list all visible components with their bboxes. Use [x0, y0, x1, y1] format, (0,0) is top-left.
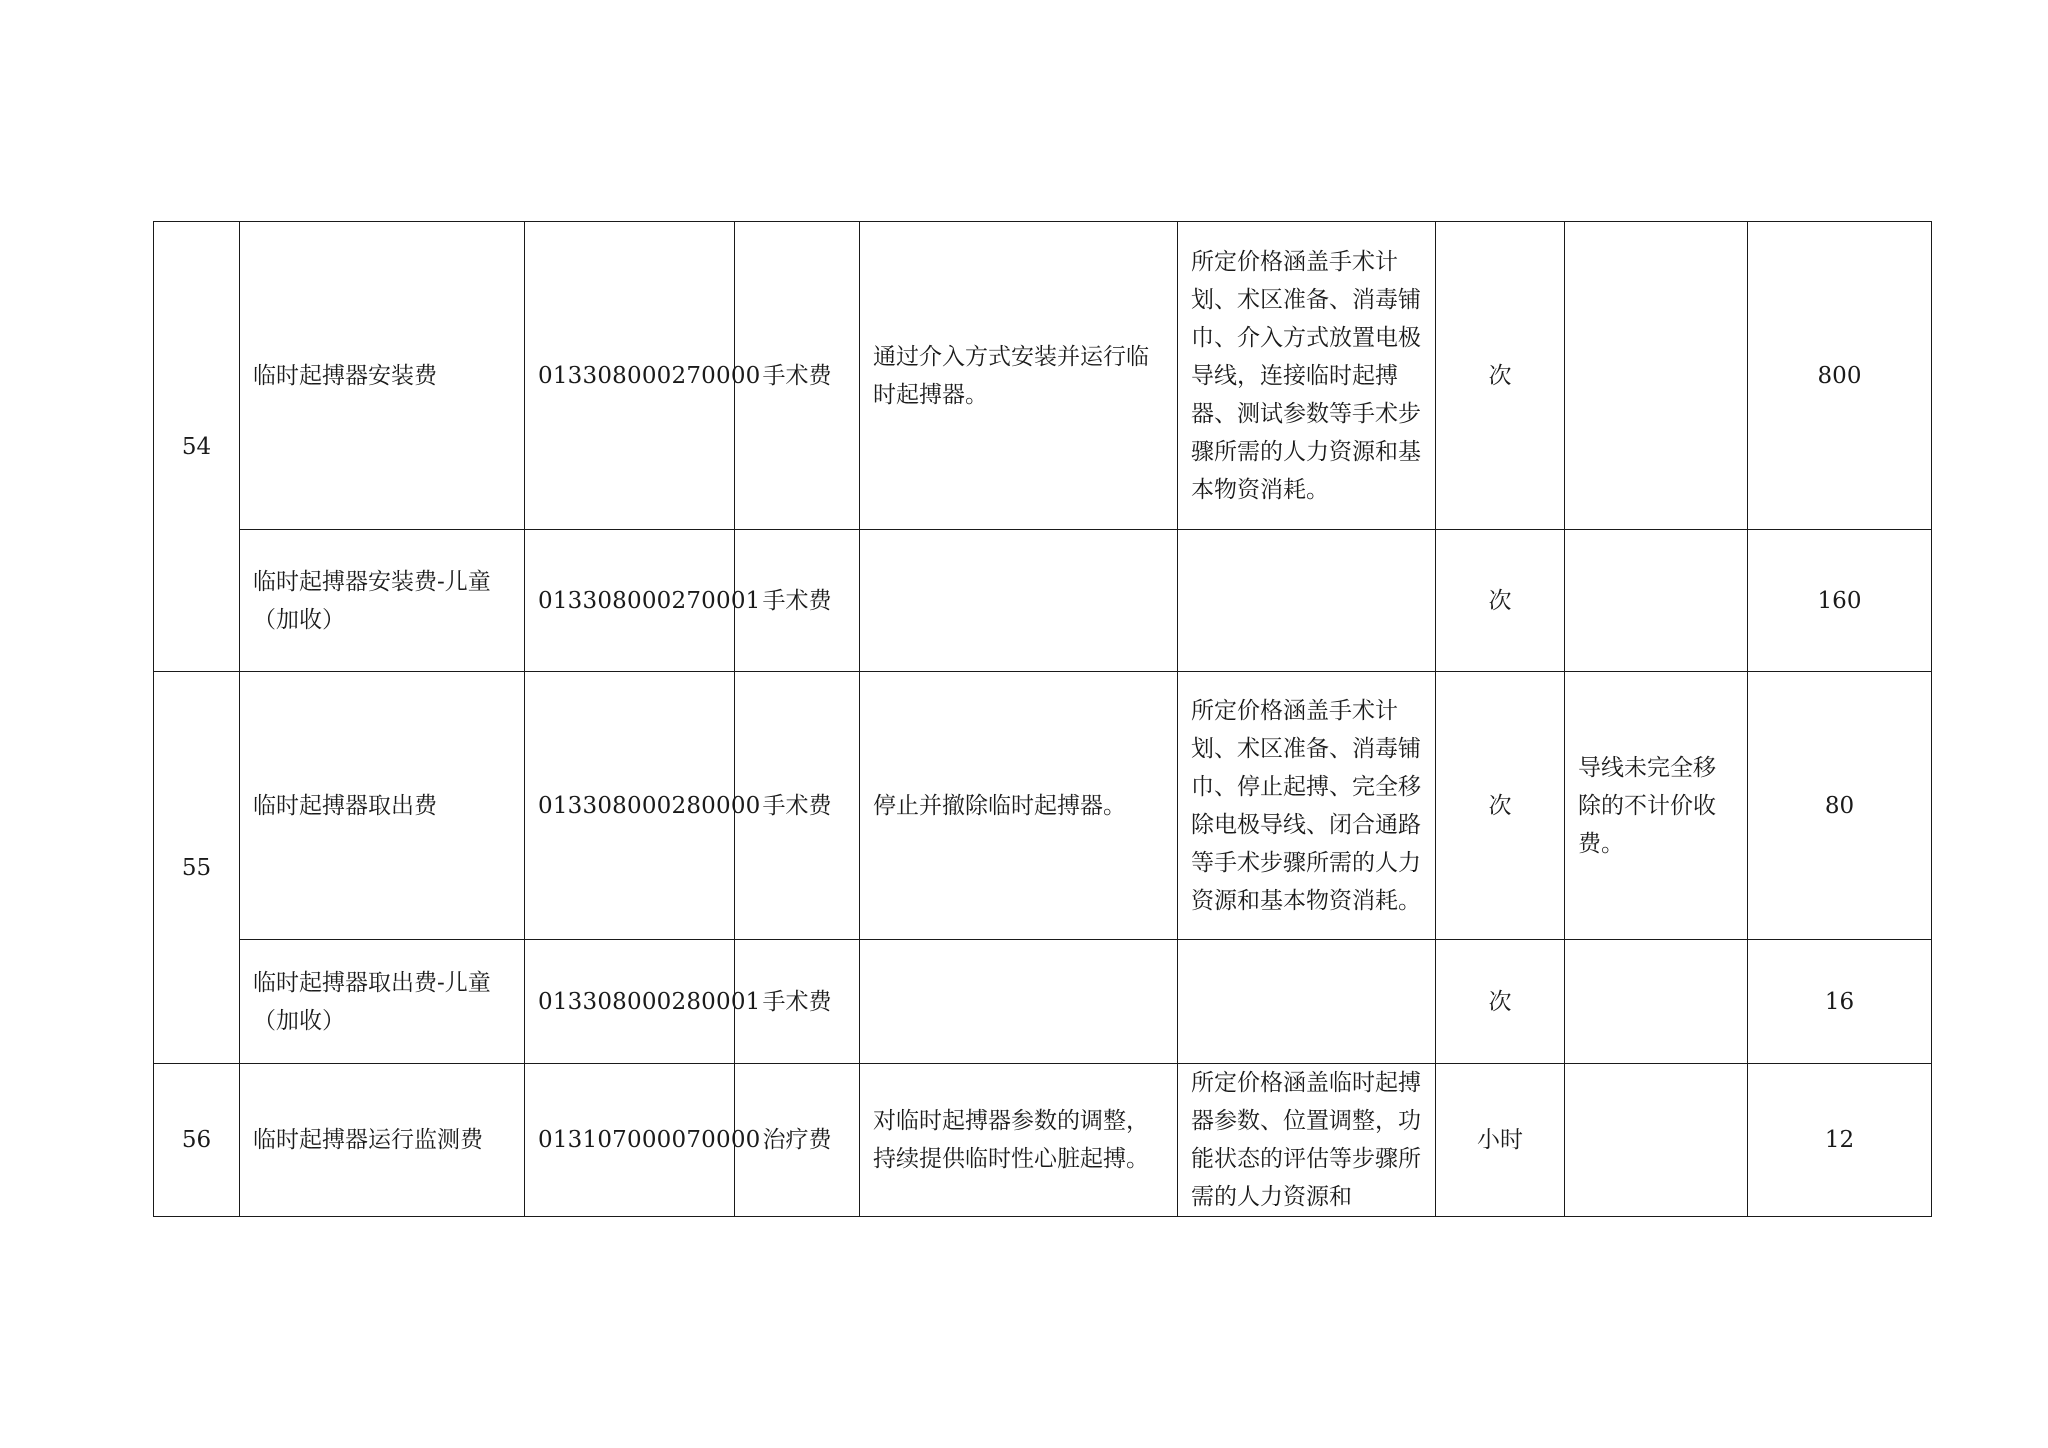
- service-content: [860, 940, 1178, 1064]
- fee-category: 手术费: [735, 940, 860, 1064]
- price-coverage-note: 所定价格涵盖手术计划、术区准备、消毒铺巾、介入方式放置电极导线，连接临时起搏器、测试参数等手术步骤所需的人力资源和基本物资消耗。: [1178, 222, 1436, 530]
- table-row: [154, 222, 1932, 530]
- table-row: [154, 672, 1932, 940]
- price-coverage-note: 所定价格涵盖手术计划、术区准备、消毒铺巾、停止起搏、完全移除电极导线、闭合通路等手术步骤所需的人力资源和基本物资消耗。: [1178, 672, 1436, 940]
- remark: [1565, 222, 1748, 530]
- billing-unit: 次: [1436, 940, 1565, 1064]
- table-row: [154, 530, 1932, 672]
- item-code: 013308000280000: [525, 672, 735, 940]
- billing-unit: 次: [1436, 530, 1565, 672]
- item-number: 55: [154, 672, 240, 1064]
- remark: 导线未完全移除的不计价收费。: [1565, 672, 1748, 940]
- service-content: 通过介入方式安装并运行临时起搏器。: [860, 222, 1178, 530]
- price-coverage-note: [1178, 1064, 1436, 1217]
- billing-unit: 次: [1436, 222, 1565, 530]
- fee-category: 治疗费: [735, 1064, 860, 1217]
- item-name: 临时起搏器取出费-儿童（加收）: [240, 940, 525, 1064]
- item-number: 56: [154, 1064, 240, 1217]
- price-value: 80: [1748, 672, 1932, 940]
- fee-category: 手术费: [735, 672, 860, 940]
- service-content: [860, 530, 1178, 672]
- remark: [1565, 1064, 1748, 1217]
- price-coverage-note: [1178, 940, 1436, 1064]
- price-value: 16: [1748, 940, 1932, 1064]
- price-value: 160: [1748, 530, 1932, 672]
- table-row: [154, 940, 1932, 1064]
- item-code: 013308000280001: [525, 940, 735, 1064]
- price-coverage-note: [1178, 530, 1436, 672]
- medical-fee-table: [153, 221, 1932, 1217]
- fee-category: 手术费: [735, 222, 860, 530]
- service-content: 对临时起搏器参数的调整，持续提供临时性心脏起搏。: [860, 1064, 1178, 1217]
- item-code: 013107000070000: [525, 1064, 735, 1217]
- table-row: [154, 1064, 1932, 1217]
- billing-unit: 小时: [1436, 1064, 1565, 1217]
- fee-category: 手术费: [735, 530, 860, 672]
- price-value: 12: [1748, 1064, 1932, 1217]
- item-code: 013308000270000: [525, 222, 735, 530]
- price-coverage-note-text: 所定价格涵盖临时起搏器参数、位置调整，功能状态的评估等步骤所需的人力资源和: [1191, 1070, 1421, 1210]
- remark: [1565, 940, 1748, 1064]
- item-name: 临时起搏器运行监测费: [240, 1064, 525, 1217]
- item-code: 013308000270001: [525, 530, 735, 672]
- item-name: 临时起搏器安装费: [240, 222, 525, 530]
- billing-unit: 次: [1436, 672, 1565, 940]
- price-value: 800: [1748, 222, 1932, 530]
- item-name: 临时起搏器安装费-儿童（加收）: [240, 530, 525, 672]
- remark: [1565, 530, 1748, 672]
- item-name: 临时起搏器取出费: [240, 672, 525, 940]
- item-number: 54: [154, 222, 240, 672]
- service-content: 停止并撤除临时起搏器。: [860, 672, 1178, 940]
